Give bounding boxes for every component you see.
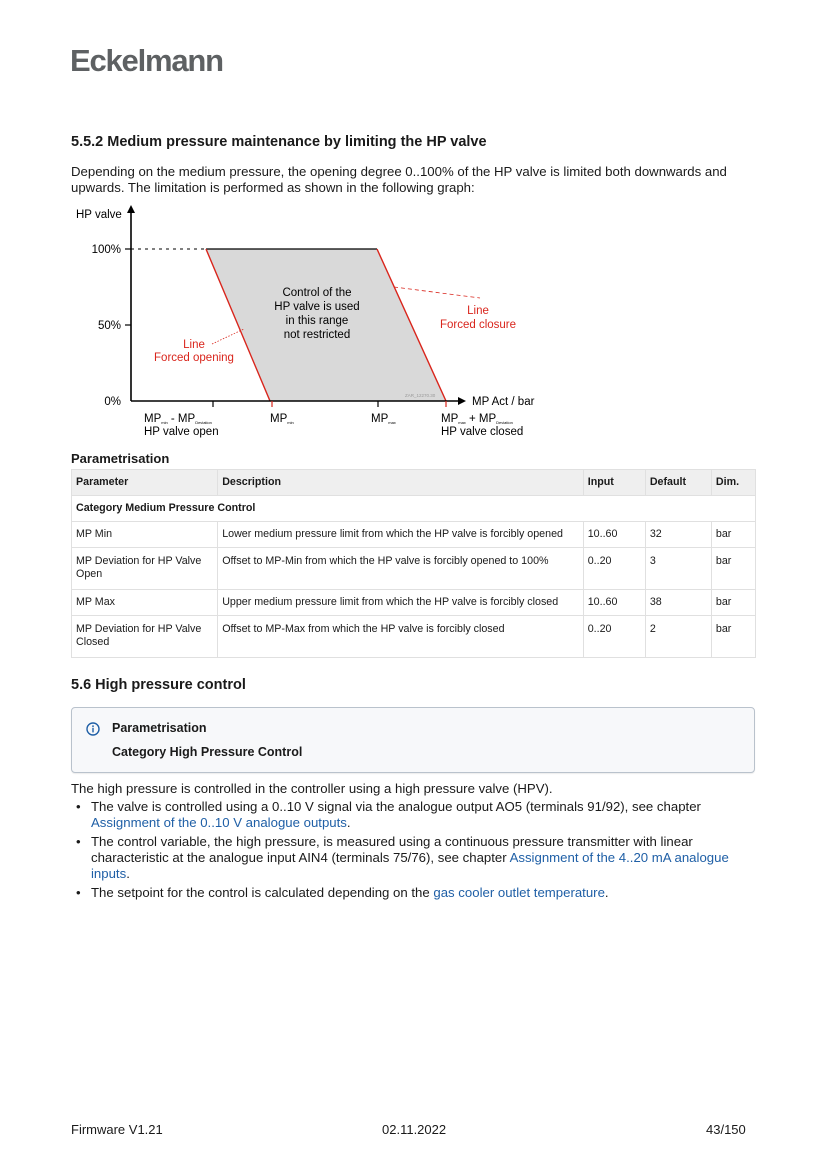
region-label-line: Control of the	[282, 287, 352, 299]
cell-description: Lower medium pressure limit from which the HP valve is forcibly opened	[218, 522, 584, 548]
annotation-forced-opening-line2: Forced opening	[154, 352, 234, 364]
category-row	[72, 496, 756, 522]
footer-firmware: Firmware V1.21	[71, 1122, 163, 1137]
x-axis-label: MP Act / bar	[472, 396, 535, 408]
cell-input: 10..60	[583, 522, 645, 548]
y-tick-label: 0%	[104, 396, 121, 408]
link-analogue-inputs[interactable]: Assignment of the 4..20 mA analogue inputs	[91, 850, 729, 881]
bullet-suffix: .	[126, 866, 130, 881]
annotation-forced-closure-leader	[394, 287, 480, 298]
cell-parameter: MP Deviation for HP Valve Closed	[72, 616, 218, 658]
bullet-icon: •	[76, 799, 81, 814]
section-heading-5-6: 5.6 High pressure control	[71, 677, 246, 693]
cell-parameter: MP Max	[72, 590, 218, 616]
table-row	[72, 590, 756, 616]
section-heading-5-5-2: 5.5.2 Medium pressure maintenance by limiting the HP valve	[71, 134, 487, 150]
cell-description: Upper medium pressure limit from which the HP valve is forcibly closed	[218, 590, 584, 616]
list-item	[71, 834, 761, 882]
cell-input: 0..20	[583, 616, 645, 658]
cell-input: 10..60	[583, 590, 645, 616]
annotation-forced-closure-line2: Forced closure	[439, 319, 517, 331]
x-tick-sublabel: HP valve open	[144, 426, 219, 438]
bullet-suffix: .	[346, 815, 351, 830]
region-label-line: in this range	[285, 315, 349, 327]
cell-dim: bar	[711, 616, 755, 658]
y-tick-label: 50%	[97, 320, 121, 332]
link-analogue-outputs[interactable]: Assignment of the 0..10 V analogue outputs	[91, 815, 347, 830]
cell-default: 32	[645, 522, 711, 548]
cell-parameter: MP Min	[72, 522, 218, 548]
chart-watermark: ZAR_12270.30	[405, 393, 436, 398]
cell-dim: bar	[711, 548, 755, 590]
x-axis-arrow-icon	[458, 397, 466, 405]
bullet-text: The valve is controlled using a 0..10 V signal via the analogue output AO5 (terminals 91/92), see chapter	[91, 799, 701, 814]
region-label-line: HP valve is used	[274, 301, 360, 313]
list-item	[71, 799, 761, 831]
bullet-icon: •	[76, 834, 81, 849]
x-tick-label: MPmax + MPDeviation	[441, 413, 513, 425]
info-icon	[86, 722, 100, 736]
cell-description: Offset to MP-Max from which the HP valve is forcibly closed	[218, 616, 584, 658]
table-row	[72, 522, 756, 548]
column-header-default: Default	[645, 470, 711, 496]
column-header-dim: Dim.	[711, 470, 755, 496]
parametrisation-heading: Parametrisation	[71, 451, 170, 466]
note-subtitle: Category High Pressure Control	[112, 745, 303, 759]
cell-dim: bar	[711, 590, 755, 616]
cell-dim: bar	[711, 522, 755, 548]
cell-description: Offset to MP-Min from which the HP valve is forcibly opened to 100%	[218, 548, 584, 590]
x-tick-label: MPmin	[270, 413, 294, 425]
column-header-description: Description	[218, 470, 584, 496]
y-axis-arrow-icon	[127, 205, 135, 213]
high-pressure-intro: The high pressure is controlled in the controller using a high pressure valve (HPV).	[71, 781, 553, 796]
x-tick-label: MPmax	[371, 413, 396, 425]
bullet-text: The control variable, the high pressure, is measured using a continuous pressure transmitter with linear characteristic at the analogue input AIN4 (terminals 75/76), see chapter	[91, 834, 693, 865]
bullet-suffix: .	[604, 885, 609, 900]
column-header-input: Input	[583, 470, 645, 496]
table-row	[72, 548, 756, 590]
region-label-line: not restricted	[283, 329, 351, 341]
cell-default: 2	[645, 616, 711, 658]
hp-valve-limit-chart	[60, 198, 560, 448]
list-item	[71, 885, 761, 901]
eckelmann-logo: Eckelmann	[70, 43, 223, 78]
parameter-table	[71, 469, 756, 658]
cell-parameter: MP Deviation for HP Valve Open	[72, 548, 218, 590]
note-title: Parametrisation	[112, 721, 207, 735]
section-intro-paragraph: Depending on the medium pressure, the opening degree 0..100% of the HP valve is limited both downwards and upwards. The limitation is performed as shown in the following graph:	[71, 164, 727, 195]
parametrisation-note-box	[71, 707, 755, 773]
link-gas-cooler-outlet-temperature[interactable]: gas cooler outlet temperature	[433, 885, 605, 900]
y-tick-label: 100%	[91, 244, 121, 256]
cell-input: 0..20	[583, 548, 645, 590]
cell-default: 3	[645, 548, 711, 590]
table-header-row	[72, 470, 756, 496]
annotation-forced-opening-line1: Line	[183, 339, 205, 351]
annotation-forced-closure-line1: Line	[467, 305, 489, 317]
x-tick-sublabel: HP valve closed	[441, 426, 524, 438]
bullet-list	[71, 799, 761, 904]
annotation-forced-opening-leader	[212, 329, 244, 344]
table-row	[72, 616, 756, 658]
footer-page-number: 43/150	[706, 1122, 746, 1137]
cell-default: 38	[645, 590, 711, 616]
bullet-icon: •	[76, 885, 81, 900]
y-axis-label: HP valve	[76, 209, 122, 221]
x-tick-label: MPmin - MPDeviation	[144, 413, 212, 425]
category-label: Category Medium Pressure Control	[72, 496, 756, 522]
bullet-text: The setpoint for the control is calculated depending on the	[91, 885, 434, 900]
column-header-parameter: Parameter	[72, 470, 218, 496]
footer-date: 02.11.2022	[382, 1122, 447, 1137]
